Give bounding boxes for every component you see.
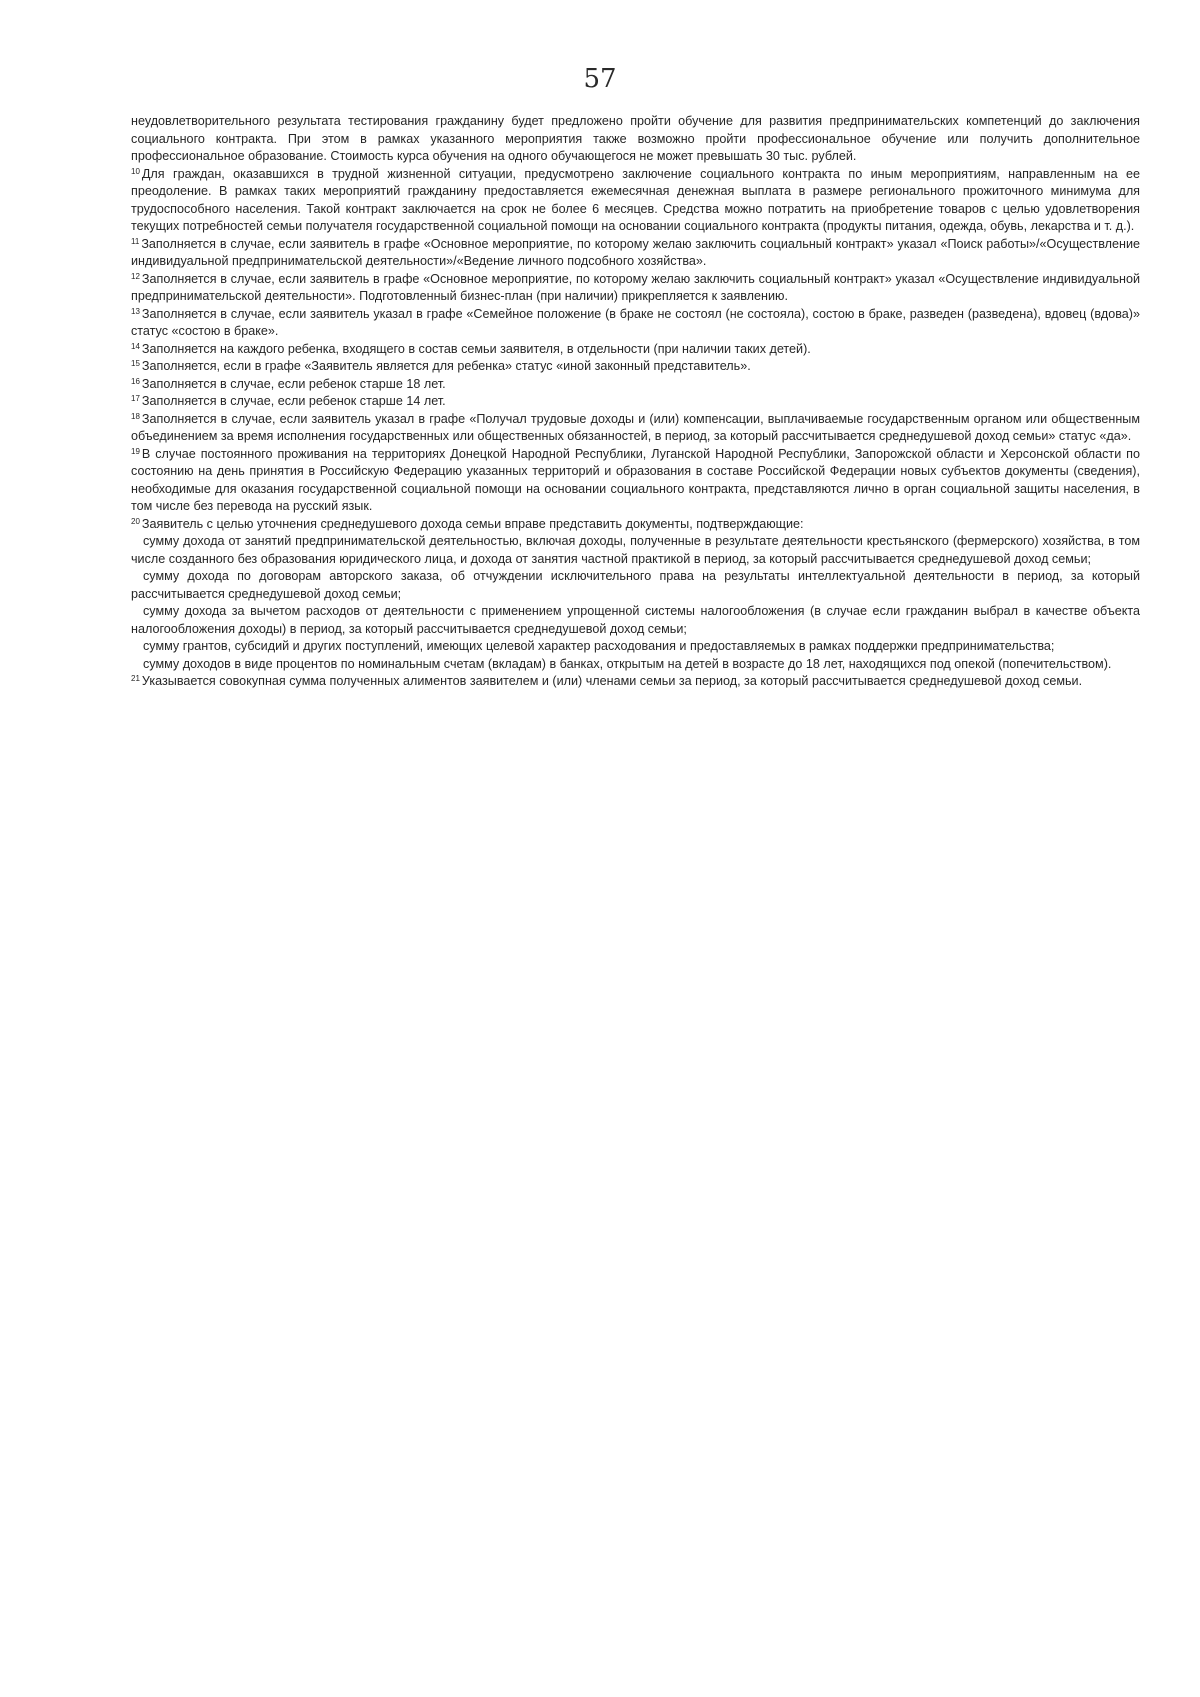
footnote-text: Заполняется в случае, если заявитель указал в графе «Семейное положение (в браке не состоял (не состояла), состою в браке, разведен (разведена), вдовец (вдова)» статус «состою в браке». xyxy=(131,306,1140,338)
footnote-19 xyxy=(131,446,1140,516)
footnote-text: Заполняется в случае, если заявитель в графе «Основное мероприятие, по которому желаю заключить социальный контракт» указал «Осуществление индивидуальной предпринимательской деятельности». Подготовленный бизнес-план (при наличии) прикрепляется к заявлению. xyxy=(131,271,1140,303)
footnote-text: сумму дохода по договорам авторского заказа, об отчуждении исключительного права на результаты интеллектуальной деятельности в период, за который рассчитывается среднедушевой доход семьи; xyxy=(131,569,1140,601)
footnote-sub-item xyxy=(131,568,1140,603)
footnote-15 xyxy=(131,358,1140,376)
footnote-text: сумму дохода от занятий предпринимательской деятельностью, включая доходы, полученные в результате деятельности крестьянского (фермерского) хозяйства, в том числе созданного без образования юридического лица, и дохода от занятия частной практикой в период, за который рассчитывается среднедушевой доход семьи; xyxy=(131,534,1140,566)
footnote-text: сумму грантов, субсидий и других поступлений, имеющих целевой характер расходования и предоставляемых в рамках поддержки предпринимательства; xyxy=(143,639,1055,653)
footnote-12 xyxy=(131,271,1140,306)
footnote-marker: 17 xyxy=(131,394,140,403)
footnote-text: Для граждан, оказавшихся в трудной жизненной ситуации, предусмотрено заключение социального контракта по иным мероприятиям, направленным на ее преодоление. В рамках таких мероприятий гражданину предоставляется ежемесячная денежная выплата в размере регионального прожиточного минимума для трудоспособного населения. Такой контракт заключается на срок не более 6 месяцев. Средства можно потратить на приобретение товаров с целью удовлетворения текущих потребностей семьи получателя государственной социальной помощи на основании социального контракта (продукты питания, одежда, обувь, лекарства и т. д.). xyxy=(131,166,1140,233)
footnote-text: Заполняется на каждого ребенка, входящего в состав семьи заявителя, в отдельности (при наличии таких детей). xyxy=(141,341,811,356)
footnote-marker: 13 xyxy=(131,306,140,316)
footnote-18 xyxy=(131,411,1140,446)
footnote-13 xyxy=(131,306,1140,341)
footnote-14 xyxy=(131,341,1140,359)
page-number: 57 xyxy=(583,64,617,94)
footnote-text: Заполняется в случае, если заявитель в графе «Основное мероприятие, по которому желаю заключить социальный контракт» указал «Поиск работы»/«Осуществление индивидуальной предпринимательской деятельности»/«Ведение личного подсобного хозяйства». xyxy=(131,236,1140,268)
footnote-sub-item xyxy=(131,656,1140,674)
footnote-marker: 12 xyxy=(131,271,140,281)
footnote-20 xyxy=(131,516,1140,534)
footnote-text: В случае постоянного проживания на территориях Донецкой Народной Республики, Луганской Народной Республики, Запорожской области и Херсонской области по состоянию на день принятия в Российскую Федерацию указанных территорий и образования в составе Российской Федерации новых субъектов документы (сведения), необходимые для оказания государственной социальной помощи на основании социального контракта, представляются лично в орган социальной защиты населения, в том числе без перевода на русский язык. xyxy=(131,446,1140,513)
footnote-text: сумму дохода за вычетом расходов от деятельности с применением упрощенной системы налогообложения (в случае если гражданин выбрал в качестве объекта налогообложения доходы) в период, за который рассчитывается среднедушевой доход семьи; xyxy=(131,604,1140,636)
footnotes-section xyxy=(131,113,1140,691)
footnote-text: Заполняется в случае, если ребенок старше 18 лет. xyxy=(141,376,446,391)
footnote-marker: 18 xyxy=(131,411,140,421)
footnote-marker: 20 xyxy=(131,516,140,526)
footnote-marker: 16 xyxy=(131,376,140,386)
footnote-text: сумму доходов в виде процентов по номинальным счетам (вкладам) в банках, открытым на детей в возрасте до 18 лет, находящихся под опекой (попечительством). xyxy=(143,656,1112,671)
footnote-marker: 10 xyxy=(131,166,140,176)
footnote-sub-item xyxy=(131,603,1140,638)
footnote-10 xyxy=(131,166,1140,236)
footnote-text: Заполняется в случае, если ребенок старше 14 лет. xyxy=(141,394,446,408)
footnote-text: Указывается совокупная сумма полученных алиментов заявителем и (или) членами семьи за период, за который рассчитывается среднедушевой доход семьи. xyxy=(141,674,1083,688)
footnote-continuation xyxy=(131,113,1140,166)
footnote-17 xyxy=(131,393,1140,411)
footnote-text: Заполняется в случае, если заявитель указал в графе «Получал трудовые доходы и (или) компенсации, выплачиваемые государственным органом или общественным объединением за время исполнения государственных или общественных обязанностей, в период, за который рассчитывается среднедушевой доход семьи» статус «да». xyxy=(131,411,1140,443)
footnote-marker: 21 xyxy=(131,674,140,683)
footnote-marker: 14 xyxy=(131,341,140,351)
footnote-marker: 19 xyxy=(131,446,140,456)
footnote-sub-item xyxy=(131,638,1140,656)
footnote-sub-item xyxy=(131,533,1140,568)
footnote-marker: 11 xyxy=(131,236,140,246)
footnote-text: Заявитель с целью уточнения среднедушевого дохода семьи вправе представить документы, подтверждающие: xyxy=(141,516,804,531)
footnote-11 xyxy=(131,236,1140,271)
footnote-16 xyxy=(131,376,1140,394)
footnote-text: Заполняется, если в графе «Заявитель является для ребенка» статус «иной законный представитель». xyxy=(141,359,751,373)
footnote-marker: 15 xyxy=(131,359,140,368)
footnote-text: неудовлетворительного результата тестирования гражданину будет предложено пройти обучение для развития предпринимательских компетенций до заключения социального контракта. При этом в рамках указанного мероприятия также возможно пройти профессиональное обучение или получить дополнительное профессиональное образование. Стоимость курса обучения на одного обучающегося не может превышать 30 тыс. рублей. xyxy=(131,114,1140,163)
footnote-21 xyxy=(131,673,1140,691)
